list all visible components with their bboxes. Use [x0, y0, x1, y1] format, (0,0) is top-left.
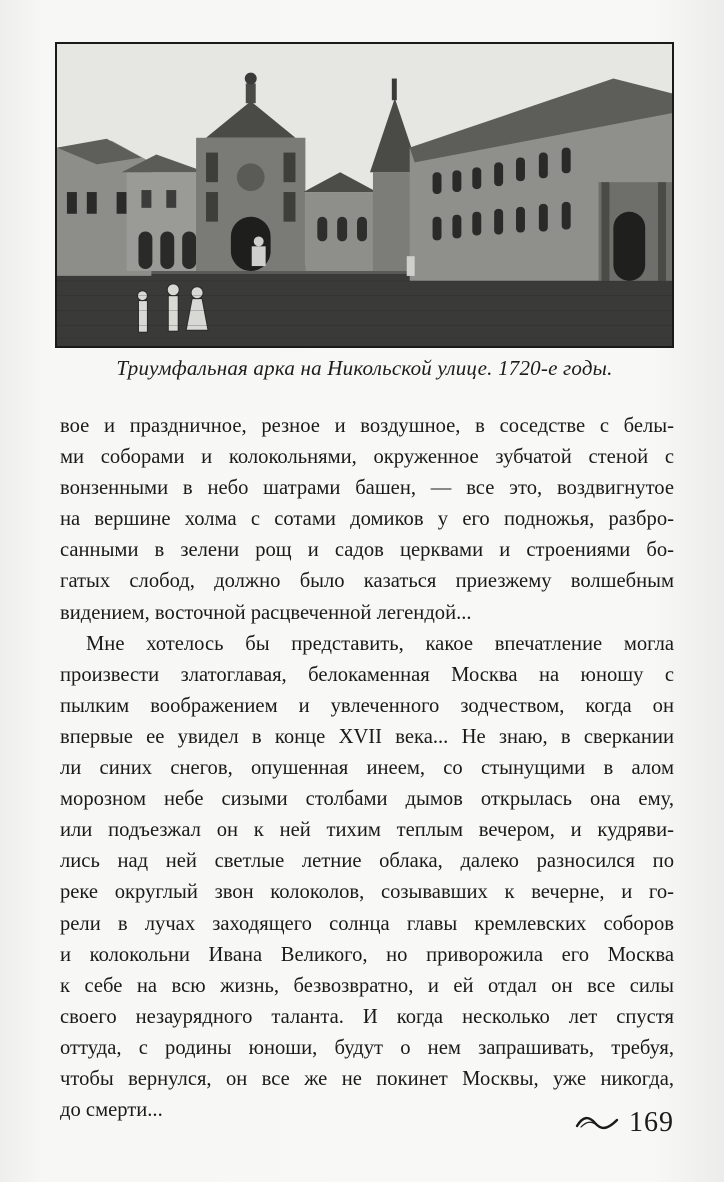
- text-line: рели в лучах заходящего солнца главы кремлевских соборов: [60, 912, 674, 935]
- text-line: вое и праздничное, резное и воздушное, в соседстве с белы-: [60, 415, 674, 437]
- text-line: ли синих снегов, опушенная инеем, со стынущими в алом: [60, 757, 674, 780]
- illustration-engraving: [55, 42, 674, 348]
- page-footer: [575, 1107, 674, 1139]
- paragraph: [60, 629, 674, 1127]
- text-line: произвести златоглавая, белокаменная Москва на юношу с: [60, 663, 674, 686]
- figure-caption: Триумфальная арка на Никольской улице. 1720-е годы.: [116, 356, 613, 380]
- text-line: вонзенными в небо шатрами башен, — все это, воздвигнутое: [60, 477, 674, 500]
- text-line: или подъезжал он к ней тихим теплым вечером, и кудряви-: [60, 819, 674, 842]
- body-text: [60, 411, 674, 1126]
- text-line: морозном небе сизыми столбами дымов открылась она ему,: [60, 788, 674, 811]
- page-number: 169: [629, 1107, 674, 1138]
- text-line: реке округлый звон колоколов, созывавших к вечерне, и го-: [60, 881, 674, 904]
- text-line: впервые ее увидел в конце XVII века... Не знаю, в сверкании: [60, 725, 674, 748]
- swash-ornament-icon: [575, 1114, 619, 1132]
- paragraph: [60, 411, 674, 629]
- text-line: к себе на всю жизнь, безвозвратно, и ей отдал он все силы: [60, 974, 674, 997]
- text-line: видением, восточной расцвеченной легендой...: [60, 601, 472, 624]
- engraving-triumphal-arch-image: [57, 44, 672, 346]
- text-line: до смерти...: [60, 1099, 163, 1122]
- text-line: ми соборами и колокольнями, окруженное зубчатой стеной с: [60, 446, 674, 469]
- text-line: лись над ней светлые летние облака, далеко разносился по: [60, 850, 674, 873]
- text-line: санными в зелени рощ и садов церквами и строениями бо-: [60, 539, 674, 562]
- text-line: чтобы вернулся, он все же не покинет Москвы, уже никогда,: [60, 1067, 674, 1090]
- text-line: оттуда, с родины юноши, будут о нем запрашивать, требуя,: [60, 1036, 674, 1059]
- text-line: своего незаурядного таланта. И когда несколько лет спустя: [60, 1005, 674, 1028]
- text-line: и колокольни Ивана Великого, но приворожила его Москва: [60, 943, 674, 966]
- text-line: гатых слобод, должно было казаться приезжему волшебным: [60, 570, 674, 593]
- text-line: на вершине холма с сотами домиков у его подножья, разбро-: [60, 508, 674, 531]
- text-line: Мне хотелось бы представить, какое впечатление могла: [86, 632, 674, 655]
- text-line: пылким воображением и увлеченного зодчеством, когда он: [60, 694, 674, 717]
